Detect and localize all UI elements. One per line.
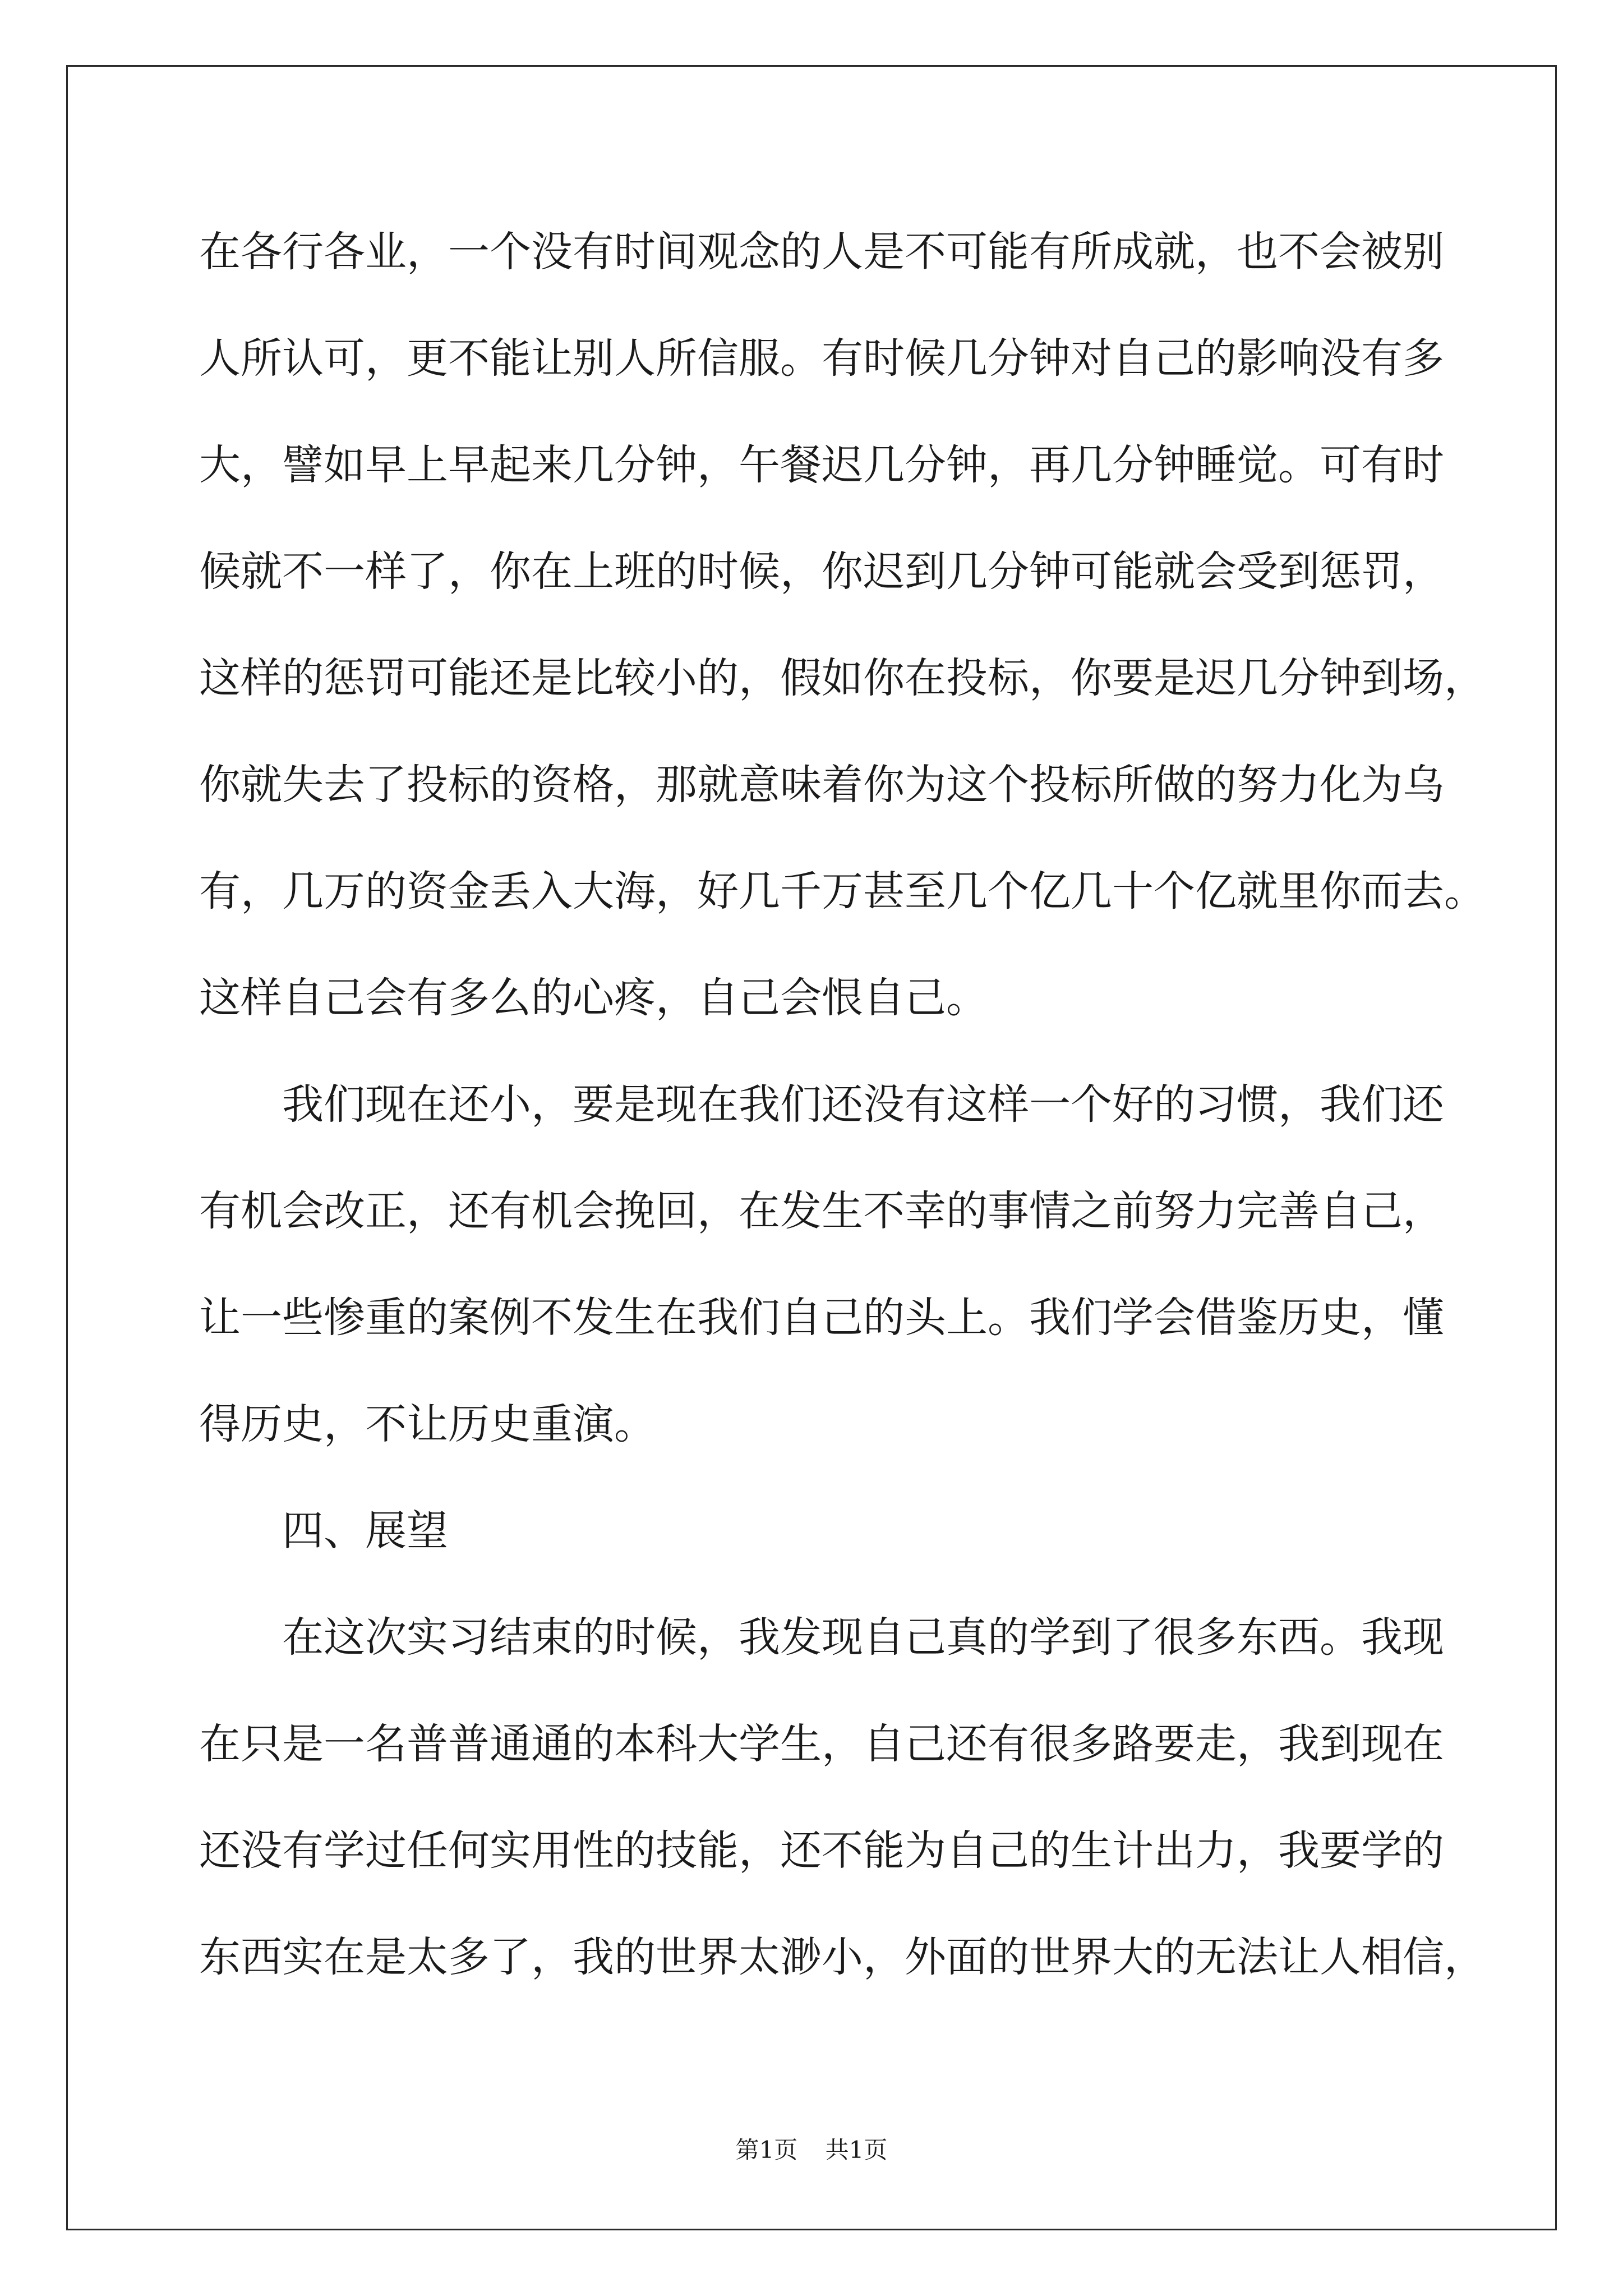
text-line: 人所认可，更不能让别人所信服。有时候几分钟对自己的影响没有多: [199, 334, 1444, 383]
text-line: 大，譬如早上早起来几分钟，午餐迟几分钟，再几分钟睡觉。可有时: [199, 441, 1444, 489]
text-line: 你就失去了投标的资格，那就意味着你为这个投标所做的努力化为乌: [199, 761, 1444, 809]
text-line: 得历史，不让历史重演。: [199, 1400, 656, 1448]
text-line: 这样的惩罚可能还是比较小的，假如你在投标，你要是迟几分钟到场，: [199, 654, 1486, 702]
text-line: 还没有学过任何实用性的技能，还不能为自己的生计出力，我要学的: [199, 1826, 1444, 1875]
text-line: 有机会改正，还有机会挽回，在发生不幸的事情之前努力完善自己，: [199, 1187, 1444, 1235]
text-line: 东西实在是太多了，我的世界太渺小，外面的世界大的无法让人相信，: [199, 1933, 1486, 1981]
page-border: [66, 65, 1557, 2230]
text-line: 在各行各业，一个没有时间观念的人是不可能有所成就，也不会被别: [199, 228, 1444, 276]
paragraph-first-line: 在这次实习结束的时候，我发现自己真的学到了很多东西。我现: [282, 1613, 1444, 1662]
page-footer: [0, 2132, 1623, 2165]
text-line: 有，几万的资金丢入大海，好几千万甚至几个亿几十个亿就里你而去。: [199, 867, 1486, 915]
text-line: 候就不一样了，你在上班的时候，你迟到几分钟可能就会受到惩罚，: [199, 547, 1444, 596]
section-heading: 四、展望: [282, 1507, 448, 1555]
text-line: 让一些惨重的案例不发生在我们自己的头上。我们学会借鉴历史，懂: [199, 1294, 1444, 1342]
page-total: 共1页: [825, 2136, 888, 2164]
text-line: 在只是一名普普通通的本科大学生，自己还有很多路要走，我到现在: [199, 1720, 1444, 1768]
page-number: 第1页: [735, 2136, 798, 2164]
text-line: 这样自己会有多么的心疼，自己会恨自己。: [199, 974, 988, 1022]
paragraph-first-line: 我们现在还小，要是现在我们还没有这样一个好的习惯，我们还: [282, 1080, 1444, 1129]
